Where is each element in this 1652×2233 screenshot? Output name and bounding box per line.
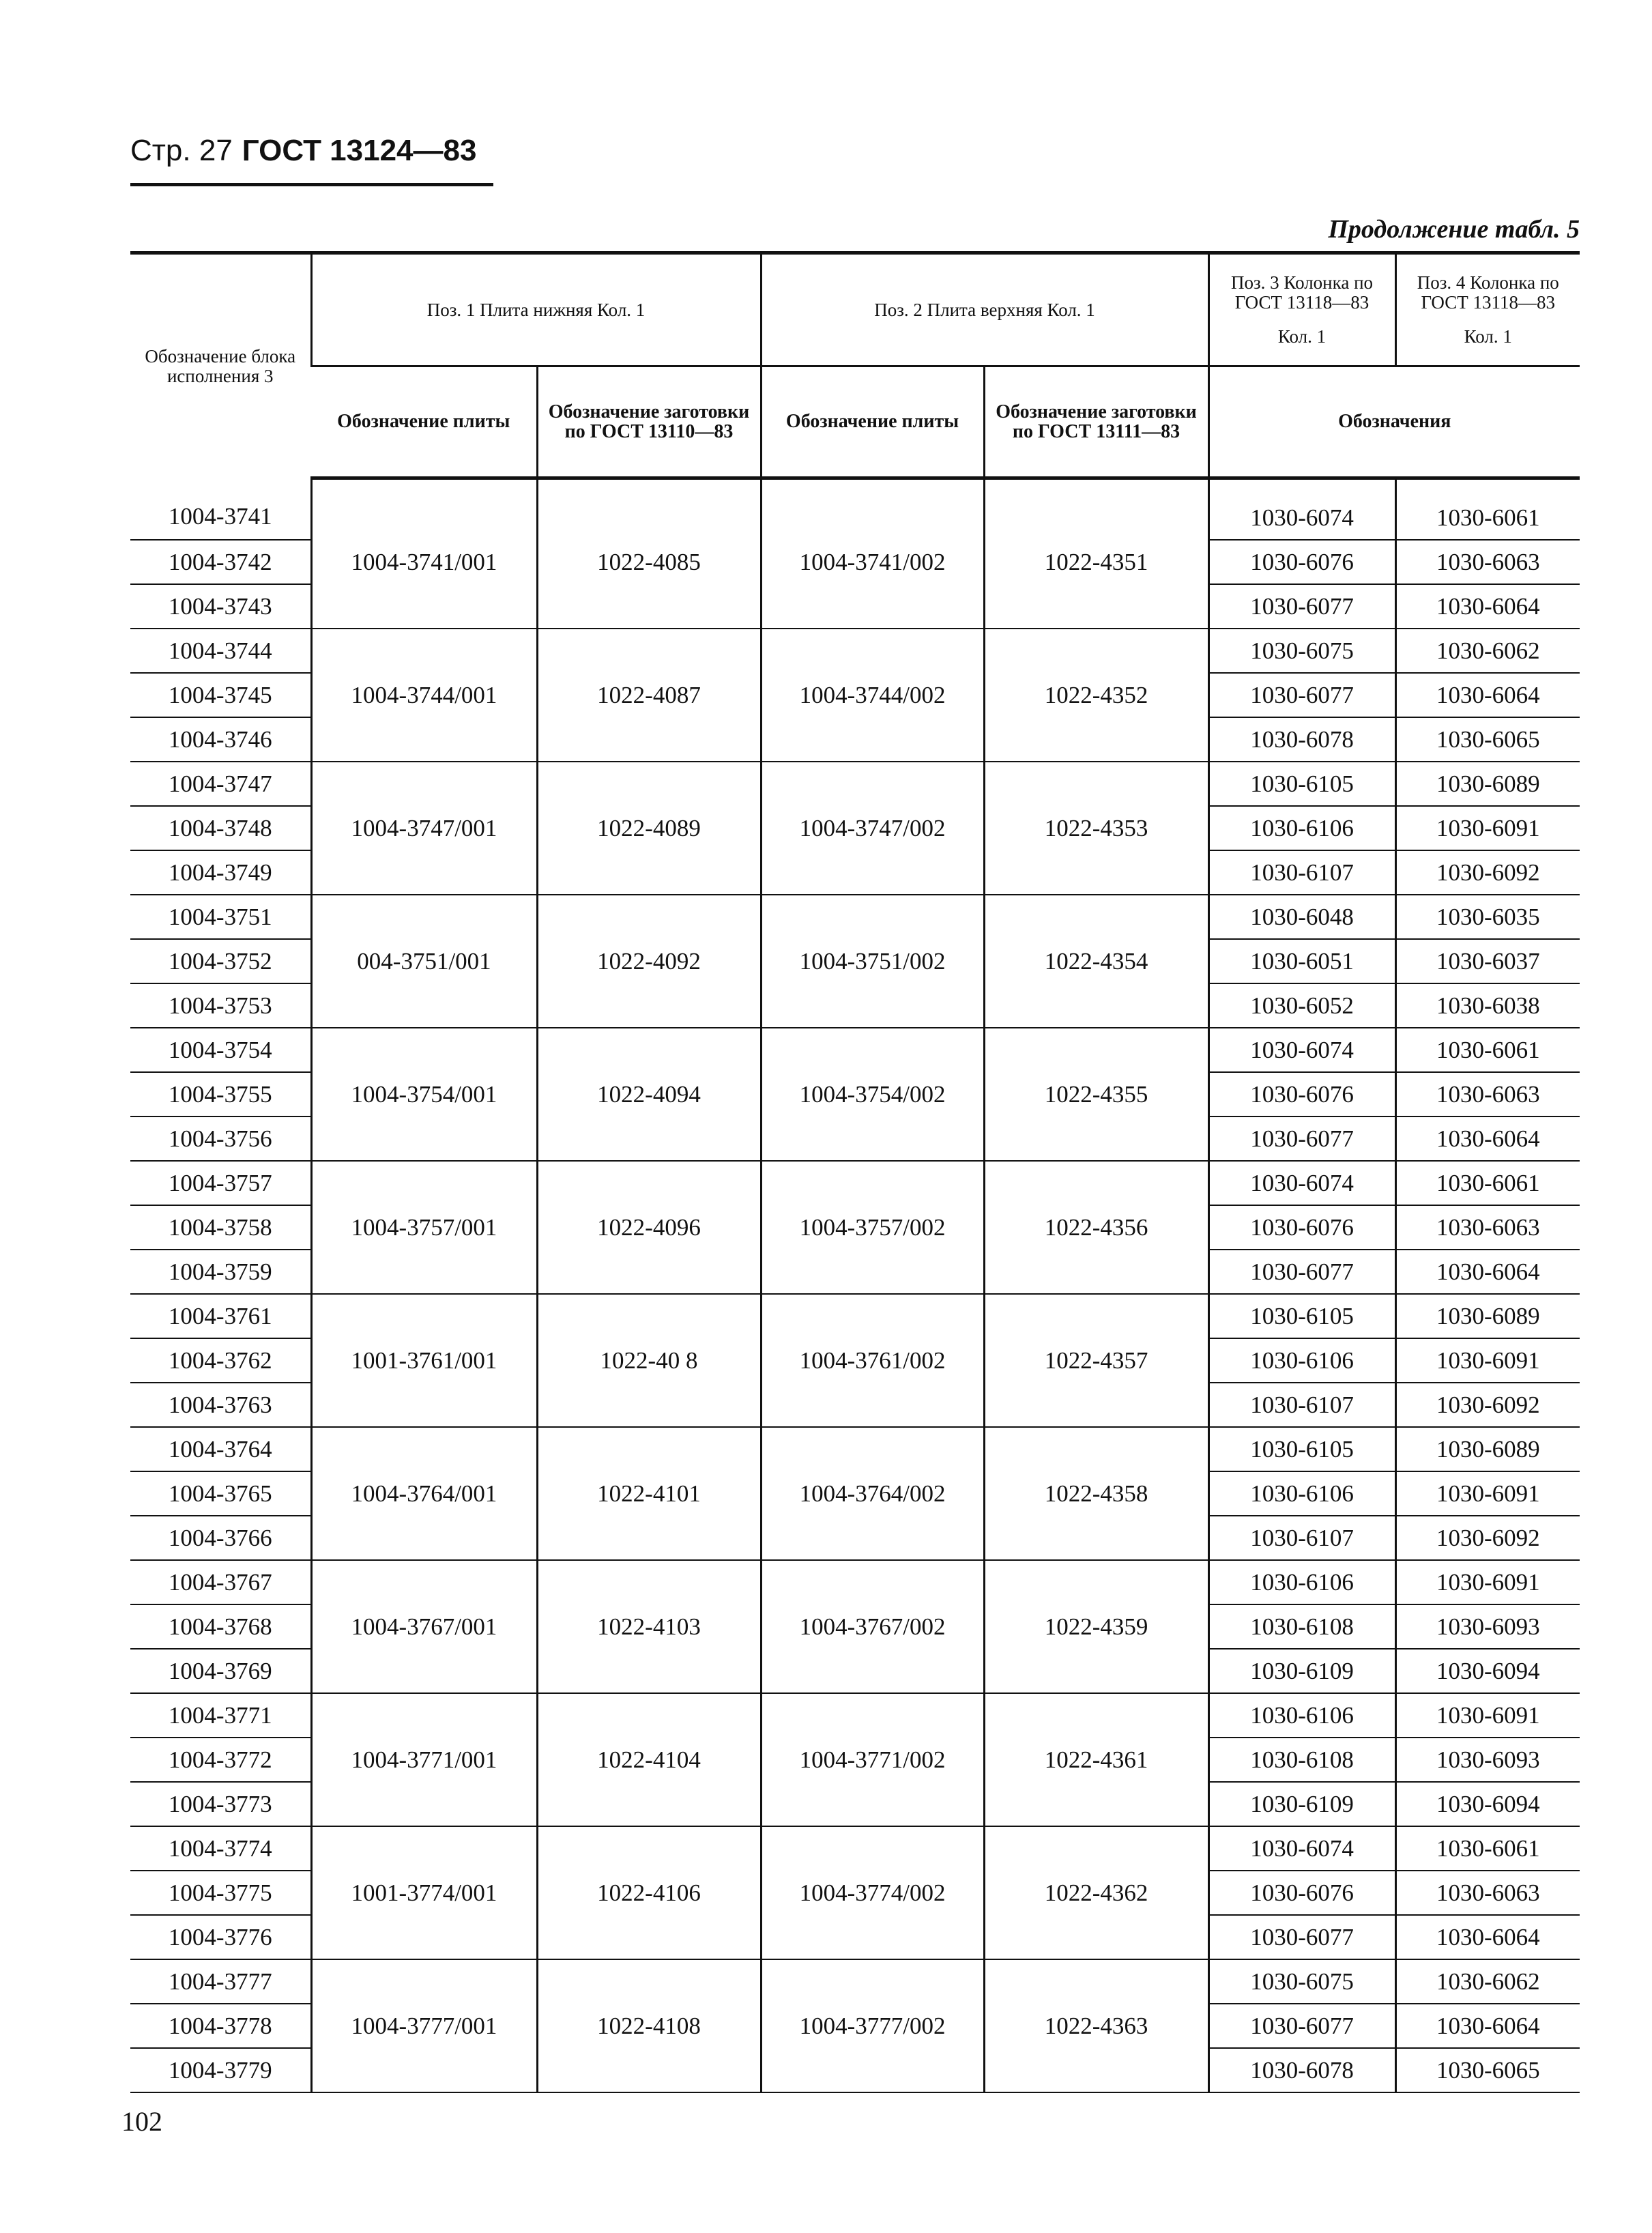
- header-plate-2: Обозначение плиты: [761, 366, 984, 478]
- header-plate-1: Обозначение плиты: [311, 366, 537, 478]
- block-designation-cell: 1004-3744: [130, 629, 311, 673]
- block-designation-cell: 1004-3773: [130, 1782, 311, 1826]
- block-designation-cell: 1004-3757: [130, 1161, 311, 1205]
- plate-2-cell: 1004-3774/002: [761, 1826, 984, 1959]
- block-designation-cell: 1004-3769: [130, 1649, 311, 1693]
- pos3-designation-cell: 1030-6076: [1208, 540, 1395, 584]
- block-designation-cell: 1004-3776: [130, 1915, 311, 1959]
- pos4-designation-cell: 1030-6094: [1395, 1649, 1580, 1693]
- pos3-designation-cell: 1030-6078: [1208, 2048, 1395, 2092]
- block-designation-cell: 1004-3764: [130, 1427, 311, 1471]
- blank-2-cell: 1022-4362: [984, 1826, 1208, 1959]
- block-designation-cell: 1004-3771: [130, 1693, 311, 1738]
- pos4-designation-cell: 1030-6061: [1395, 478, 1580, 541]
- pos4-designation-cell: 1030-6063: [1395, 1871, 1580, 1915]
- plate-2-cell: 1004-3754/002: [761, 1028, 984, 1161]
- block-designation-cell: 1004-3779: [130, 2048, 311, 2092]
- header-pos1: Поз. 1 Плита нижняя Кол. 1: [311, 253, 761, 366]
- header-pos3: [1208, 253, 1395, 366]
- blank-2-cell: 1022-4361: [984, 1693, 1208, 1826]
- table-row: [130, 1294, 1580, 1338]
- pos4-designation-cell: 1030-6064: [1395, 1250, 1580, 1294]
- block-designation-cell: 1004-3741: [130, 478, 311, 541]
- block-designation-cell: 1004-3778: [130, 2004, 311, 2048]
- page-number: 102: [121, 2106, 162, 2137]
- plate-1-cell: 004-3751/001: [311, 895, 537, 1028]
- pos3-designation-cell: 1030-6077: [1208, 2004, 1395, 2048]
- table-row: [130, 1161, 1580, 1205]
- pos3-designation-cell: 1030-6107: [1208, 1383, 1395, 1427]
- pos4-designation-cell: 1030-6094: [1395, 1782, 1580, 1826]
- plate-2-cell: 1004-3761/002: [761, 1294, 984, 1427]
- pos3-designation-cell: 1030-6078: [1208, 717, 1395, 762]
- pos4-designation-cell: 1030-6037: [1395, 939, 1580, 983]
- block-designation-cell: 1004-3755: [130, 1072, 311, 1116]
- table-row: [130, 1693, 1580, 1738]
- block-designation-cell: 1004-3758: [130, 1205, 311, 1250]
- block-designation-cell: 1004-3752: [130, 939, 311, 983]
- pos3-designation-cell: 1030-6077: [1208, 1915, 1395, 1959]
- pos3-designation-cell: 1030-6051: [1208, 939, 1395, 983]
- header-blank-1: Обозначение заготовки по ГОСТ 13110—83: [537, 366, 761, 478]
- header-pos2: Поз. 2 Плита верхняя Кол. 1: [761, 253, 1208, 366]
- pos4-designation-cell: 1030-6091: [1395, 1471, 1580, 1516]
- plate-1-cell: 1004-3777/001: [311, 1959, 537, 2092]
- block-designation-cell: 1004-3753: [130, 983, 311, 1028]
- plate-1-cell: 1004-3741/001: [311, 478, 537, 629]
- pos4-designation-cell: 1030-6062: [1395, 629, 1580, 673]
- block-designation-cell: 1004-3756: [130, 1116, 311, 1161]
- pos3-designation-cell: 1030-6107: [1208, 850, 1395, 895]
- blank-2-cell: 1022-4356: [984, 1161, 1208, 1294]
- pos3-designation-cell: 1030-6106: [1208, 1338, 1395, 1383]
- block-designation-cell: 1004-3774: [130, 1826, 311, 1871]
- block-designation-cell: 1004-3749: [130, 850, 311, 895]
- block-designation-cell: 1004-3763: [130, 1383, 311, 1427]
- pos3-designation-cell: 1030-6048: [1208, 895, 1395, 939]
- pos4-designation-cell: 1030-6093: [1395, 1604, 1580, 1649]
- pos4-designation-cell: 1030-6064: [1395, 673, 1580, 717]
- blank-1-cell: 1022-4085: [537, 478, 761, 629]
- pos4-designation-cell: 1030-6038: [1395, 983, 1580, 1028]
- blank-1-cell: 1022-4101: [537, 1427, 761, 1560]
- plate-1-cell: 1004-3744/001: [311, 629, 537, 762]
- pos4-designation-cell: 1030-6061: [1395, 1826, 1580, 1871]
- plate-2-cell: 1004-3741/002: [761, 478, 984, 629]
- pos4-designation-cell: 1030-6064: [1395, 584, 1580, 629]
- header-pos4-kol: Кол. 1: [1464, 326, 1512, 347]
- block-designation-cell: 1004-3762: [130, 1338, 311, 1383]
- plate-1-cell: 1004-3757/001: [311, 1161, 537, 1294]
- pos3-designation-cell: 1030-6076: [1208, 1871, 1395, 1915]
- block-designation-cell: 1004-3759: [130, 1250, 311, 1294]
- blank-2-cell: 1022-4355: [984, 1028, 1208, 1161]
- blank-2-cell: 1022-4351: [984, 478, 1208, 629]
- pos4-designation-cell: 1030-6091: [1395, 806, 1580, 850]
- pos3-designation-cell: 1030-6076: [1208, 1072, 1395, 1116]
- plate-1-cell: 1004-3764/001: [311, 1427, 537, 1560]
- block-designation-cell: 1004-3766: [130, 1516, 311, 1560]
- pos3-designation-cell: 1030-6109: [1208, 1649, 1395, 1693]
- block-designation-cell: 1004-3745: [130, 673, 311, 717]
- pos3-designation-cell: 1030-6074: [1208, 1028, 1395, 1072]
- pos3-designation-cell: 1030-6075: [1208, 1959, 1395, 2004]
- table-row: [130, 1427, 1580, 1471]
- block-designation-cell: 1004-3743: [130, 584, 311, 629]
- blank-1-cell: 1022-4094: [537, 1028, 761, 1161]
- pos4-designation-cell: 1030-6089: [1395, 1427, 1580, 1471]
- block-designation-cell: 1004-3767: [130, 1560, 311, 1604]
- block-designation-cell: 1004-3748: [130, 806, 311, 850]
- header-pos3-title: Поз. 3 Колонка по ГОСТ 13118—83: [1230, 272, 1374, 313]
- plate-1-cell: 1001-3774/001: [311, 1826, 537, 1959]
- table-row: [130, 1826, 1580, 1871]
- pos3-designation-cell: 1030-6107: [1208, 1516, 1395, 1560]
- pos4-designation-cell: 1030-6065: [1395, 2048, 1580, 2092]
- pos3-designation-cell: 1030-6076: [1208, 1205, 1395, 1250]
- plate-2-cell: 1004-3744/002: [761, 629, 984, 762]
- pos4-designation-cell: 1030-6089: [1395, 1294, 1580, 1338]
- pos3-designation-cell: 1030-6105: [1208, 762, 1395, 806]
- standard-number: ГОСТ 13124—83: [242, 134, 477, 167]
- plate-2-cell: 1004-3757/002: [761, 1161, 984, 1294]
- pos4-designation-cell: 1030-6063: [1395, 1205, 1580, 1250]
- table-row: [130, 478, 1580, 541]
- pos4-designation-cell: 1030-6089: [1395, 762, 1580, 806]
- plate-2-cell: 1004-3751/002: [761, 895, 984, 1028]
- table-row: [130, 629, 1580, 673]
- pos3-designation-cell: 1030-6108: [1208, 1738, 1395, 1782]
- pos3-designation-cell: 1030-6077: [1208, 1116, 1395, 1161]
- blank-2-cell: 1022-4354: [984, 895, 1208, 1028]
- blank-1-cell: 1022-4103: [537, 1560, 761, 1693]
- table-row: [130, 1560, 1580, 1604]
- pos3-designation-cell: 1030-6077: [1208, 584, 1395, 629]
- blank-1-cell: 1022-4096: [537, 1161, 761, 1294]
- block-designation-cell: 1004-3765: [130, 1471, 311, 1516]
- pos4-designation-cell: 1030-6091: [1395, 1693, 1580, 1738]
- pos4-designation-cell: 1030-6064: [1395, 1915, 1580, 1959]
- pos4-designation-cell: 1030-6092: [1395, 850, 1580, 895]
- header-pos4-title: Поз. 4 Колонка по ГОСТ 13118—83: [1417, 272, 1559, 313]
- blank-1-cell: 1022-4092: [537, 895, 761, 1028]
- pos3-designation-cell: 1030-6106: [1208, 806, 1395, 850]
- table-row: [130, 762, 1580, 806]
- pos4-designation-cell: 1030-6092: [1395, 1516, 1580, 1560]
- header-blank-2: Обозначение заготовки по ГОСТ 13111—83: [984, 366, 1208, 478]
- plate-1-cell: 1004-3747/001: [311, 762, 537, 895]
- blank-1-cell: 1022-40 8: [537, 1294, 761, 1427]
- table-row: [130, 895, 1580, 939]
- header-pos4: [1395, 253, 1580, 366]
- header-designations: Обозначения: [1208, 366, 1580, 478]
- plate-1-cell: 1004-3767/001: [311, 1560, 537, 1693]
- plate-2-cell: 1004-3767/002: [761, 1560, 984, 1693]
- blank-1-cell: 1022-4089: [537, 762, 761, 895]
- blank-1-cell: 1022-4087: [537, 629, 761, 762]
- continuation-note: Продолжение табл. 5: [1328, 215, 1580, 244]
- pos3-designation-cell: 1030-6105: [1208, 1294, 1395, 1338]
- blank-2-cell: 1022-4359: [984, 1560, 1208, 1693]
- block-designation-cell: 1004-3754: [130, 1028, 311, 1072]
- page-header: [130, 134, 476, 168]
- table-row: [130, 1028, 1580, 1072]
- pos3-designation-cell: 1030-6108: [1208, 1604, 1395, 1649]
- block-designation-cell: 1004-3772: [130, 1738, 311, 1782]
- pos4-designation-cell: 1030-6063: [1395, 540, 1580, 584]
- pos3-designation-cell: 1030-6074: [1208, 1826, 1395, 1871]
- block-designation-cell: 1004-3777: [130, 1959, 311, 2004]
- pos4-designation-cell: 1030-6091: [1395, 1560, 1580, 1604]
- pos3-designation-cell: 1030-6074: [1208, 1161, 1395, 1205]
- blank-1-cell: 1022-4106: [537, 1826, 761, 1959]
- pos3-designation-cell: 1030-6077: [1208, 673, 1395, 717]
- pos4-designation-cell: 1030-6064: [1395, 2004, 1580, 2048]
- pos4-designation-cell: 1030-6092: [1395, 1383, 1580, 1427]
- header-pos3-kol: Кол. 1: [1277, 326, 1327, 347]
- table-row: [130, 1959, 1580, 2004]
- block-designation-cell: 1004-3751: [130, 895, 311, 939]
- pos3-designation-cell: 1030-6074: [1208, 478, 1395, 541]
- plate-2-cell: 1004-3771/002: [761, 1693, 984, 1826]
- block-designation-cell: 1004-3742: [130, 540, 311, 584]
- spec-table: [130, 251, 1580, 2093]
- header-block-designation: Обозначение блока исполнения 3: [130, 253, 311, 478]
- blank-2-cell: 1022-4358: [984, 1427, 1208, 1560]
- pos4-designation-cell: 1030-6062: [1395, 1959, 1580, 2004]
- block-designation-cell: 1004-3746: [130, 717, 311, 762]
- pos4-designation-cell: 1030-6063: [1395, 1072, 1580, 1116]
- plate-1-cell: 1001-3761/001: [311, 1294, 537, 1427]
- plate-2-cell: 1004-3777/002: [761, 1959, 984, 2092]
- block-designation-cell: 1004-3775: [130, 1871, 311, 1915]
- spec-table-body: [130, 478, 1580, 2093]
- block-designation-cell: 1004-3761: [130, 1294, 311, 1338]
- pos3-designation-cell: 1030-6106: [1208, 1471, 1395, 1516]
- pos4-designation-cell: 1030-6064: [1395, 1116, 1580, 1161]
- pos3-designation-cell: 1030-6077: [1208, 1250, 1395, 1294]
- block-designation-cell: 1004-3747: [130, 762, 311, 806]
- plate-2-cell: 1004-3747/002: [761, 762, 984, 895]
- pos4-designation-cell: 1030-6065: [1395, 717, 1580, 762]
- pos4-designation-cell: 1030-6061: [1395, 1161, 1580, 1205]
- blank-1-cell: 1022-4104: [537, 1693, 761, 1826]
- pos4-designation-cell: 1030-6093: [1395, 1738, 1580, 1782]
- pos4-designation-cell: 1030-6091: [1395, 1338, 1580, 1383]
- plate-1-cell: 1004-3771/001: [311, 1693, 537, 1826]
- blank-2-cell: 1022-4352: [984, 629, 1208, 762]
- block-designation-cell: 1004-3768: [130, 1604, 311, 1649]
- page-label: Стр. 27: [130, 134, 233, 167]
- blank-1-cell: 1022-4108: [537, 1959, 761, 2092]
- pos3-designation-cell: 1030-6109: [1208, 1782, 1395, 1826]
- blank-2-cell: 1022-4353: [984, 762, 1208, 895]
- pos3-designation-cell: 1030-6106: [1208, 1560, 1395, 1604]
- header-rule: [130, 183, 493, 186]
- pos4-designation-cell: 1030-6061: [1395, 1028, 1580, 1072]
- pos3-designation-cell: 1030-6105: [1208, 1427, 1395, 1471]
- plate-1-cell: 1004-3754/001: [311, 1028, 537, 1161]
- pos4-designation-cell: 1030-6035: [1395, 895, 1580, 939]
- pos3-designation-cell: 1030-6052: [1208, 983, 1395, 1028]
- pos3-designation-cell: 1030-6075: [1208, 629, 1395, 673]
- pos3-designation-cell: 1030-6106: [1208, 1693, 1395, 1738]
- blank-2-cell: 1022-4357: [984, 1294, 1208, 1427]
- blank-2-cell: 1022-4363: [984, 1959, 1208, 2092]
- plate-2-cell: 1004-3764/002: [761, 1427, 984, 1560]
